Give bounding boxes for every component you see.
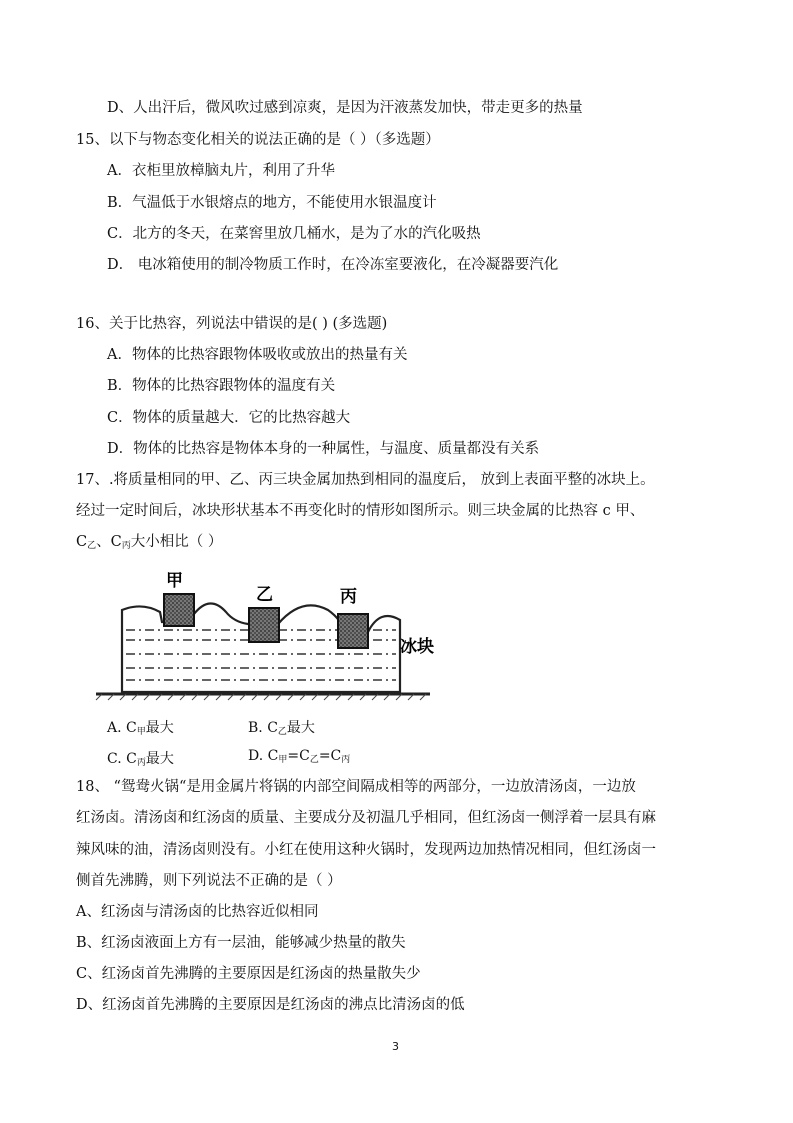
q15-option-a: A．衣柜里放樟脑丸片，利用了升华 bbox=[107, 163, 335, 179]
page-number: 3 bbox=[392, 1040, 399, 1053]
c-symbol: C bbox=[76, 534, 88, 550]
q17-option-a: A. $C_甲$最大 bbox=[107, 720, 174, 737]
question-tail: 大小相比（ ） bbox=[130, 534, 223, 550]
q14-option-d: D、人出汗后，微风吹过感到凉爽，是因为汗液蒸发加快，带走更多的热量 bbox=[107, 100, 583, 116]
label-ice: 冰块 bbox=[400, 637, 434, 657]
q18-option-a: A、红汤卤与清汤卤的比热容近似相同 bbox=[76, 904, 319, 920]
q16-stem: 16、关于比热容，列说法中错误的是( ) (多选题) bbox=[76, 316, 388, 332]
q15-option-c: C．北方的冬天，在菜窖里放几桶水，是为了水的汽化吸热 bbox=[107, 226, 481, 242]
q16-option-b: B．物体的比热容跟物体的温度有关 bbox=[107, 378, 336, 394]
q15-option-d: D． 电冰箱使用的制冷物质工作时，在冷冻室要液化，在冷凝器要汽化 bbox=[107, 257, 559, 273]
subscript: 乙 bbox=[87, 541, 97, 551]
block-bing bbox=[338, 614, 368, 648]
q15-stem: 15、以下与物态变化相关的说法正确的是（ ）（多选题） bbox=[76, 132, 440, 148]
q17-option-c: C. $C_丙$最大 bbox=[107, 751, 174, 768]
ice-block-figure bbox=[92, 570, 452, 705]
q17-option-b: B. $C_乙$最大 bbox=[248, 720, 315, 737]
q16-option-c: C．物体的质量越大．它的比热容越大 bbox=[107, 410, 351, 426]
q16-option-a: A．物体的比热容跟物体吸收或放出的热量有关 bbox=[107, 347, 408, 363]
q17-line-3 bbox=[76, 532, 222, 556]
q18-option-b: B、红汤卤液面上方有一层油，能够减少热量的散失 bbox=[76, 935, 406, 951]
q16-option-d: D．物体的比热容是物体本身的一种属性，与温度、质量都没有关系 bbox=[107, 441, 540, 457]
q18-option-c: C、红汤卤首先沸腾的主要原因是红汤卤的热量散失少 bbox=[76, 966, 421, 982]
q18-line-2: 红汤卤。清汤卤和红汤卤的质量、主要成分及初温几乎相同，但红汤卤一侧浮着一层具有麻 bbox=[76, 810, 656, 826]
q15-option-b: B．气温低于水银熔点的地方，不能使用水银温度计 bbox=[107, 195, 437, 211]
subscript: 丙 bbox=[121, 541, 131, 551]
block-yi bbox=[249, 608, 279, 642]
label-jia: 甲 bbox=[166, 571, 183, 591]
q17-line-2: 经过一定时间后，冰块形状基本不再变化时的情形如图所示。则三块金属的比热容 c 甲、 bbox=[76, 503, 645, 519]
q18-option-d: D、红汤卤首先沸腾的主要原因是红汤卤的沸点比清汤卤的低 bbox=[76, 997, 465, 1013]
block-jia bbox=[164, 594, 194, 626]
label-yi: 乙 bbox=[256, 585, 273, 605]
q17-option-d: D. $C_甲=C_乙=C_丙$ bbox=[248, 748, 351, 765]
q18-line-4: 侧首先沸腾，则下列说法不正确的是（ ） bbox=[76, 873, 342, 889]
c-symbol: 、C bbox=[96, 534, 122, 550]
label-bing: 丙 bbox=[340, 587, 357, 607]
q18-line-1: 18、 “鸳鸯火锅“是用金属片将锅的内部空间隔成相等的两部分，一边放清汤卤，一边放 bbox=[76, 779, 636, 795]
q18-line-3: 辣风味的油，清汤卤则没有。小红在使用这种火锅时，发现两边加热情况相同，但红汤卤一 bbox=[76, 842, 656, 858]
q17-line-1: 17、.将质量相同的甲、乙、丙三块金属加热到相同的温度后， 放到上表面平整的冰块上。 bbox=[76, 472, 655, 488]
